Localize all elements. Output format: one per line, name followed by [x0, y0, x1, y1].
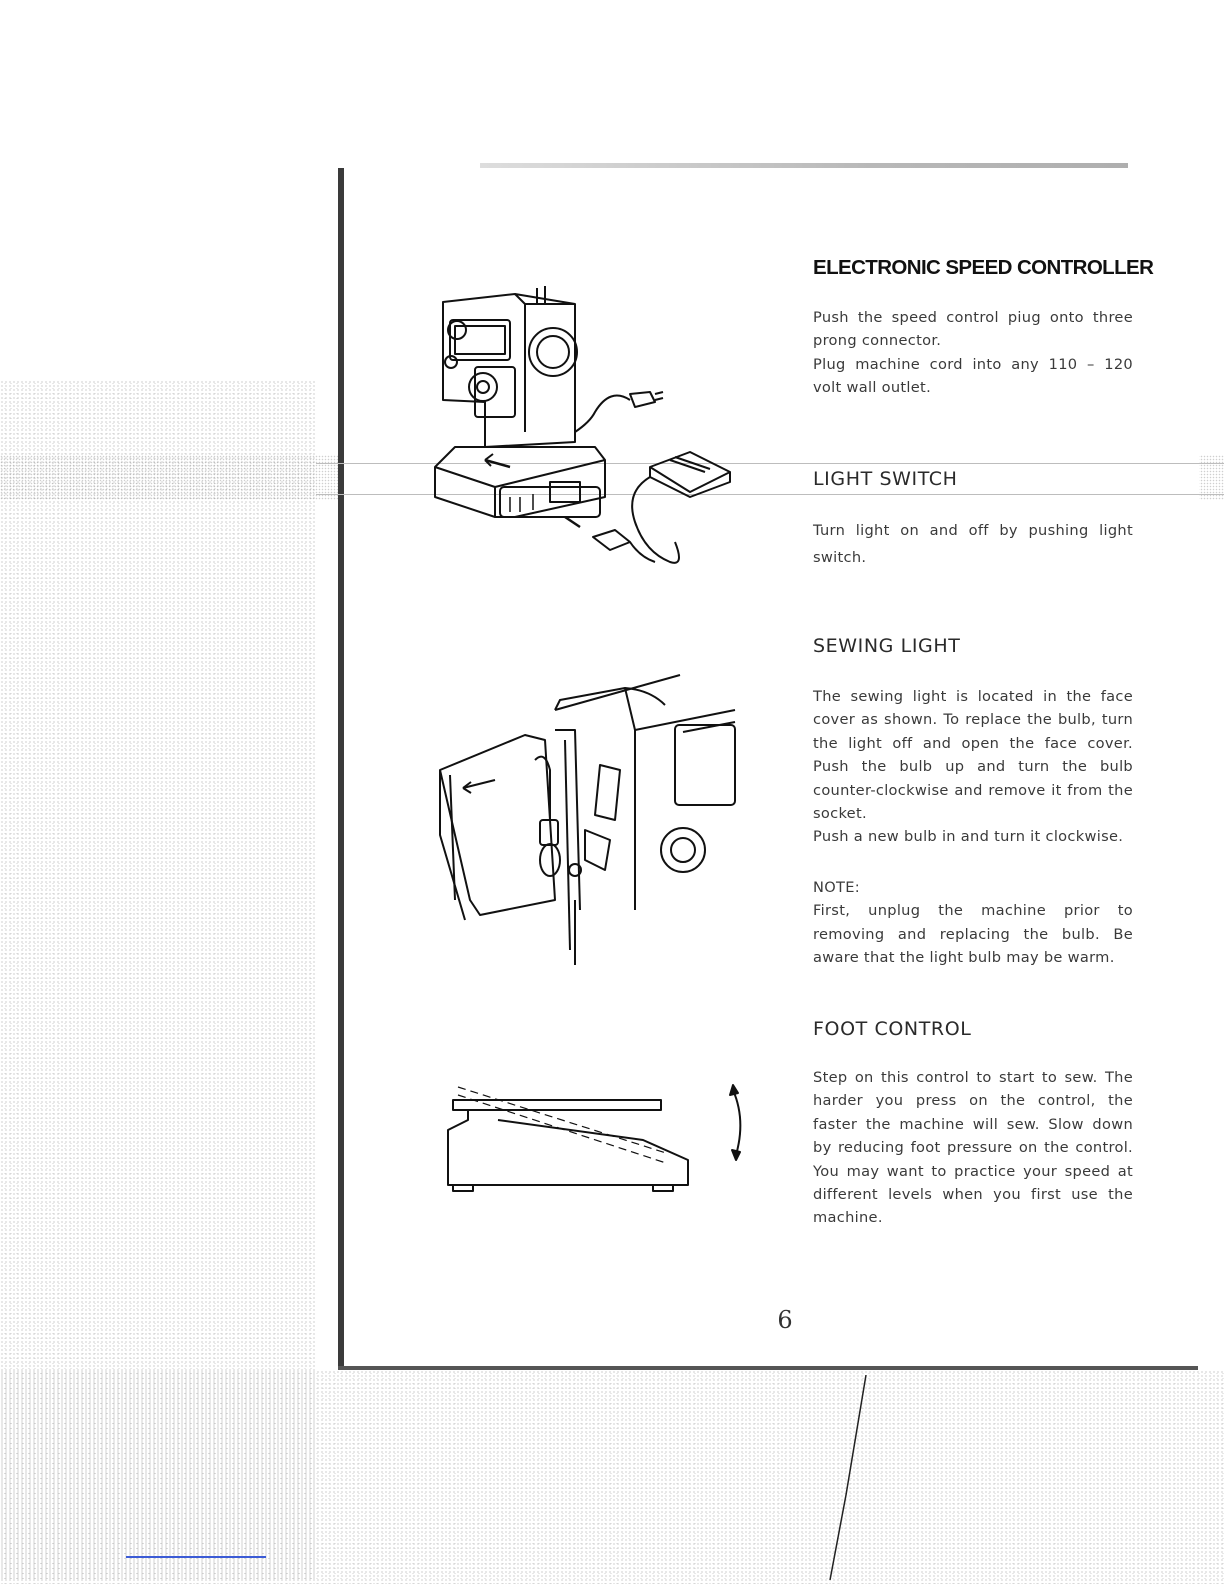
foot-pedal-icon: [438, 1075, 758, 1205]
sewing-light-paragraph-1: The sewing light is located in the face cover as shown. To replace the bulb, turn the light off and open the face cover. Push the bulb up and turn the bulb counter-clockwise and remove it from the socket.: [813, 688, 1133, 823]
foot-pedal-illustration: [438, 1075, 758, 1205]
sewing-machine-icon: [425, 282, 745, 582]
foot-control-text: [813, 1066, 1133, 1230]
speed-controller-paragraph-2: Plug machine cord into any 110 – 120 volt wall outlet.: [813, 355, 1133, 397]
machine-with-cord-illustration: [425, 282, 745, 582]
sewing-light-text: [813, 685, 1133, 849]
speed-controller-heading: ELECTRONIC SPEED CONTROLLER: [813, 256, 1154, 279]
light-switch-heading: LIGHT SWITCH: [813, 468, 958, 490]
face-cover-illustration: [435, 670, 745, 970]
page-bottom-edge: [338, 1366, 1198, 1370]
note-text: First, unplug the machine prior to removing and replacing the bulb. Be aware that the light bulb may be warm.: [813, 902, 1133, 967]
note-block: [813, 876, 1133, 970]
light-bulb-compartment-icon: [435, 670, 745, 970]
speed-controller-paragraph-1: Push the speed control piug onto three prong connector.: [813, 309, 1133, 350]
foot-control-heading: FOOT CONTROL: [813, 1018, 972, 1040]
paper-fold-line: [816, 1375, 876, 1585]
page-number: 6: [777, 1306, 793, 1334]
page-left-edge: [338, 168, 344, 1370]
scan-texture-bottom: [0, 1370, 1224, 1584]
scan-edge-rule: [126, 1556, 266, 1558]
light-switch-text: [813, 517, 1133, 571]
light-switch-paragraph: Turn light on and off by pushing light switch.: [813, 522, 1133, 566]
speed-controller-text: [813, 306, 1133, 400]
sewing-light-paragraph-2: Push a new bulb in and turn it clockwise.: [813, 828, 1124, 846]
note-label: NOTE:: [813, 879, 860, 896]
foot-control-paragraph: Step on this control to start to sew. The harder you press on the control, the faster the machine will sew. Slow down by reducing foot pressure on the control. You may want to practice your speed at different levels when you first use the machine.: [813, 1069, 1133, 1227]
sewing-light-heading: SEWING LIGHT: [813, 635, 961, 657]
